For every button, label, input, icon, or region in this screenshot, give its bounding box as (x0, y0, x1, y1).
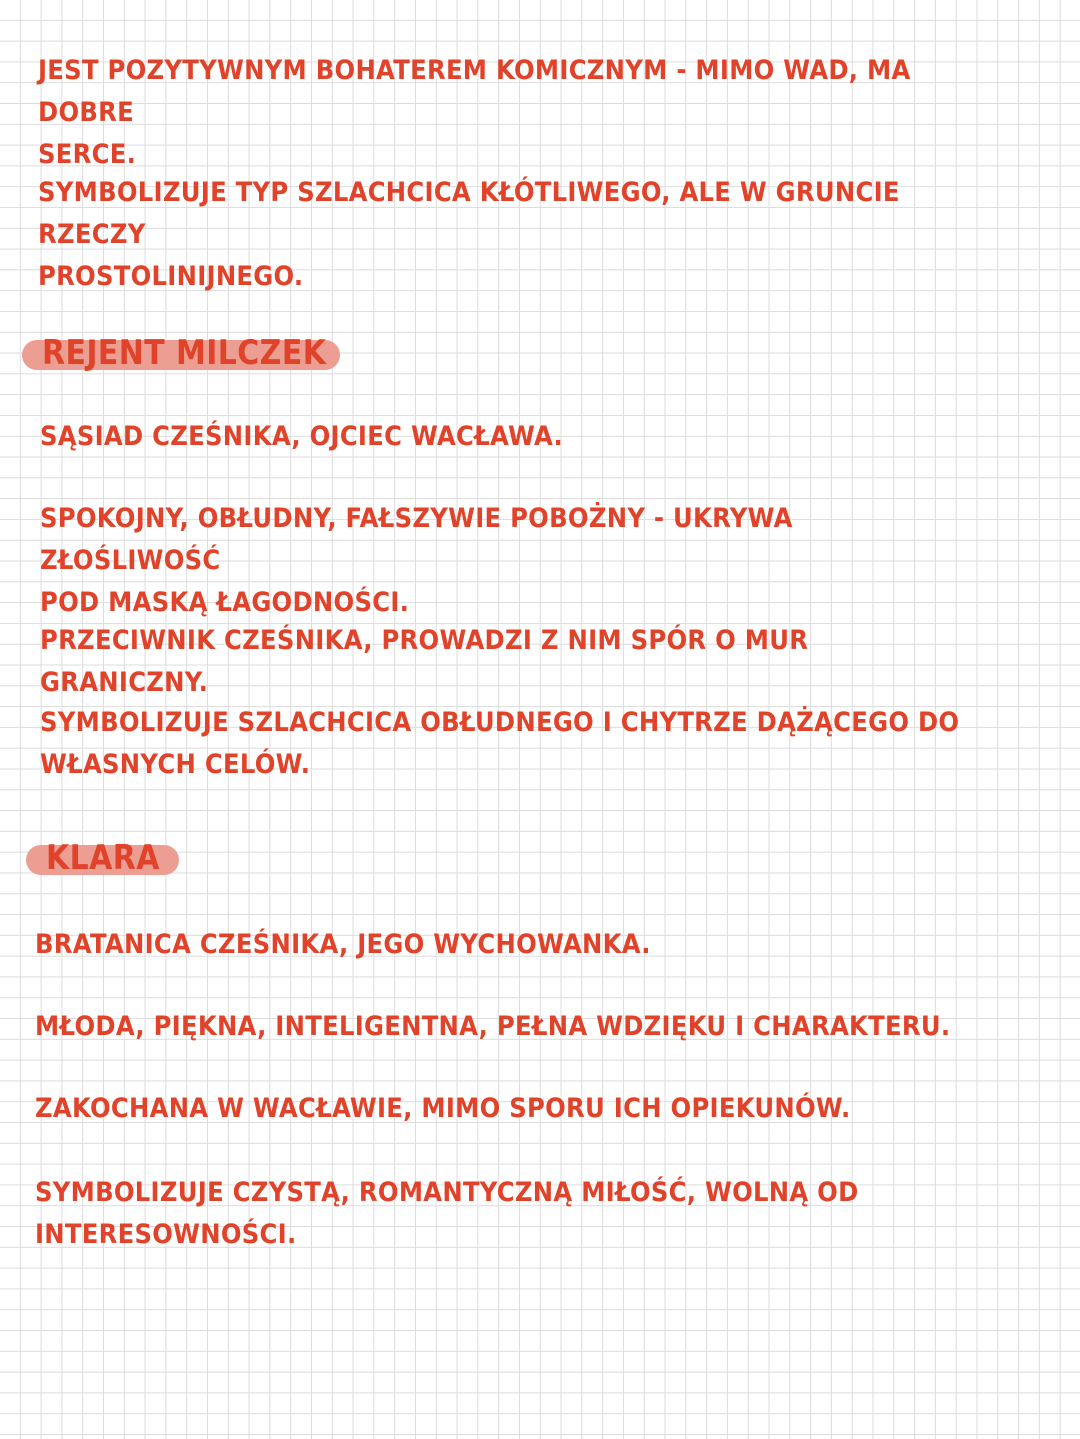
rejent-paragraph-2: SPOKOJNY, OBŁUDNY, FAŁSZYWIE POBOŻNY - UKRYWA ZŁOŚLIWOŚĆ POD MASKĄ ŁAGODNOŚCI. (40, 503, 793, 618)
klara-paragraph-1: BRATANICA CZEŚNIKA, JEGO WYCHOWANKA. (35, 929, 651, 960)
rejent-paragraph-1: SĄSIAD CZEŚNIKA, OJCIEC WACŁAWA. (40, 421, 563, 452)
rejent-heading-highlight (22, 333, 340, 373)
klara-paragraph-4: SYMBOLIZUJE CZYSTĄ, ROMANTYCZNĄ MIŁOŚĆ, WOLNĄ OD INTERESOWNOŚCI. (35, 1177, 859, 1250)
klara-heading-highlight (26, 838, 179, 878)
cześnik-paragraph-1: JEST POZYTYWNYM BOHATEREM KOMICZNYM - MIMO WAD, MA DOBRE SERCE. (38, 55, 911, 170)
rejent-heading: REJENT MILCZEK (42, 333, 327, 373)
klara-paragraph-3: ZAKOCHANA W WACŁAWIE, MIMO SPORU ICH OPIEKUNÓW. (35, 1093, 851, 1124)
klara-heading: KLARA (46, 838, 160, 878)
rejent-paragraph-4: SYMBOLIZUJE SZLACHCICA OBŁUDNEGO I CHYTRZE DĄŻĄCEGO DO WŁASNYCH CELÓW. (40, 707, 960, 780)
cześnik-paragraph-2: SYMBOLIZUJE TYP SZLACHCICA KŁÓTLIWEGO, ALE W GRUNCIE RZECZY PROSTOLINIJNEGO. (38, 177, 900, 292)
rejent-paragraph-3: PRZECIWNIK CZEŚNIKA, PROWADZI Z NIM SPÓR O MUR GRANICZNY. (40, 625, 809, 698)
klara-paragraph-2: MŁODA, PIĘKNA, INTELIGENTNA, PEŁNA WDZIĘKU I CHARAKTERU. (35, 1011, 951, 1042)
